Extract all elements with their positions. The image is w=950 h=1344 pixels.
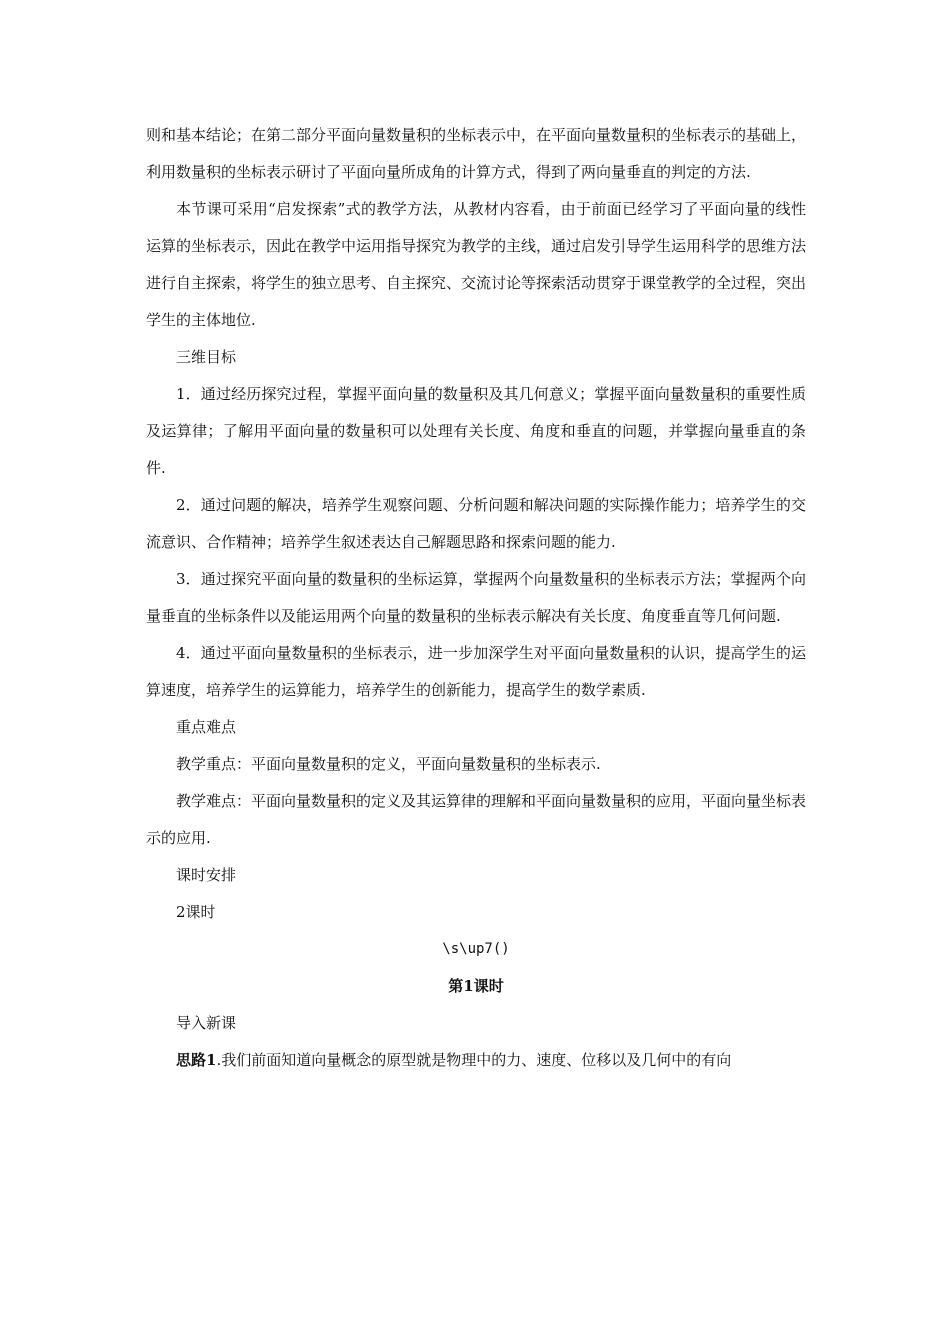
key-points-heading: 重点难点 — [176, 718, 237, 736]
idea-label: 思路1 — [176, 1051, 217, 1069]
lesson-title: 第1课时 — [448, 977, 504, 995]
schedule-value: 2课时 — [176, 903, 216, 921]
goal-item-3: 3．通过探究平面向量的数量积的坐标运算，掌握两个向量数量积的坐标表示方法；掌握两个向量垂直的坐标条件以及能运用两个向量的数量积的坐标表示解决有关长度、角度垂直等几何问题. — [146, 570, 806, 625]
paragraph-intro-continuation: 则和基本结论；在第二部分平面向量数量积的坐标表示中，在平面向量数量积的坐标表示的基础上，利用数量积的坐标表示研讨了平面向量所成角的计算方式，得到了两向量垂直的判定的方法. — [146, 126, 807, 181]
goal-item-4: 4．通过平面向量数量积的坐标表示，进一步加深学生对平面向量数量积的认识，提高学生的运算速度，培养学生的运算能力，培养学生的创新能力，提高学生的数学素质. — [146, 644, 806, 699]
intro-idea — [146, 1042, 806, 1079]
goals-heading: 三维目标 — [176, 348, 237, 366]
teaching-difficulty: 教学难点：平面向量数量积的定义及其运算律的理解和平面向量数量积的应用，平面向量坐标表示的应用. — [146, 792, 807, 847]
paragraph-teaching-method: 本节课可采用“启发探索”式的教学方法，从教材内容看，由于前面已经学习了平面向量的线性运算的坐标表示，因此在教学中运用指导探究为教学的主线，通过启发引导学生运用科学的思维方法进行自主探索，将学生的独立思考、自主探究、交流讨论等探索活动贯穿于课堂教学的全过程，突出学生的主体地位. — [146, 200, 807, 329]
field-code-text: \s\up7() — [442, 941, 510, 957]
schedule-heading: 课时安排 — [176, 866, 237, 884]
goal-item-1: 1．通过经历探究过程，掌握平面向量的数量积及其几何意义；掌握平面向量数量积的重要性质及运算律；了解用平面向量的数量积可以处理有关长度、角度和垂直的问题，并掌握向量垂直的条件. — [146, 385, 806, 477]
idea-text: .我们前面知道向量概念的原型就是物理中的力、速度、位移以及几何中的有向 — [216, 1051, 732, 1069]
document-body — [146, 117, 806, 1079]
teaching-focus: 教学重点：平面向量数量积的定义，平面向量数量积的坐标表示. — [176, 755, 601, 773]
intro-heading: 导入新课 — [176, 1014, 237, 1032]
goal-item-2: 2．通过问题的解决，培养学生观察问题、分析问题和解决问题的实际操作能力；培养学生的交流意识、合作精神；培养学生叙述表达自己解题思路和探索问题的能力. — [146, 496, 806, 551]
